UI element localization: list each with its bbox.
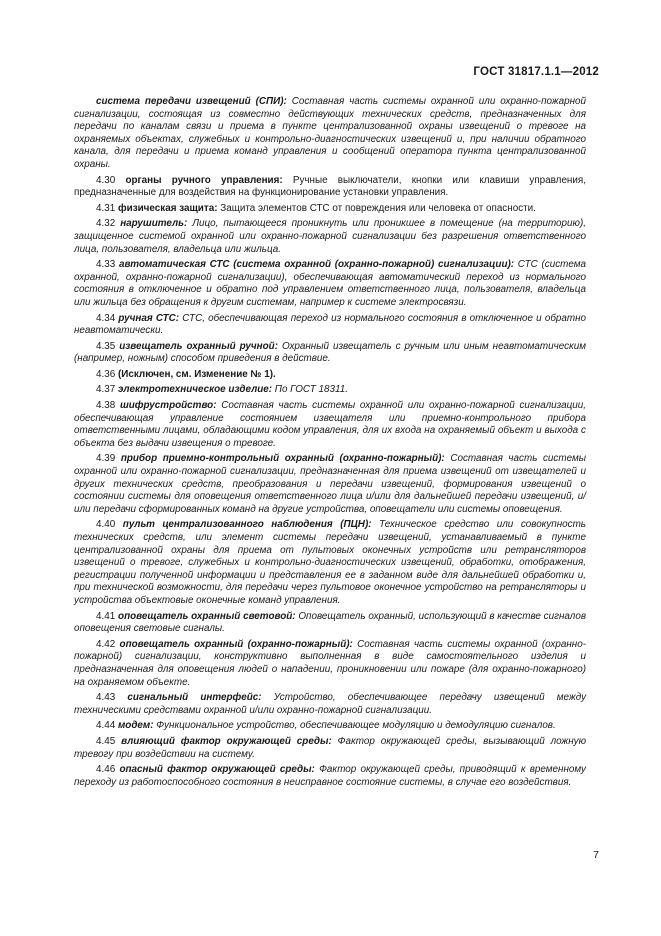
term: извещатель охранный ручной: [119, 340, 278, 352]
definition-paragraph [74, 341, 586, 366]
term: органы ручного управления: [125, 174, 283, 186]
clause-number: 4.33 [96, 259, 116, 271]
definition: Устройство, обеспечивающее передачу извещений между техническими средствами охранной и/или охранно-пожарной сигнализации. [74, 692, 587, 716]
definition-paragraph [74, 692, 586, 717]
definition: Оповещатель охранный, использующий в качестве сигналов оповещения световые сигналы. [74, 610, 587, 635]
clause-number: 4.37 [96, 384, 116, 396]
definition: Техническое средство или совокупность технических средств, или элемент системы передачи извещений, устанавливаемый в пункте централизованной охраны для приема от пультовых оконечных устройств или ретрансляторов извещений о тревоге, служебных и контрольно-диагностических извещений, обработки, отображения, регистрации полученной информации и представления ее в заданном виде для дальнейшей обработки и, при технической возможности, для передачи через пультовое оконечное устройство на ретрансляторы и устройства объектовые оконечные команд управления. [74, 519, 586, 606]
clause-number: 4.31 [96, 202, 116, 214]
term: оповещатель охранный (охранно-пожарный): [119, 638, 353, 650]
definition-paragraph [74, 720, 586, 733]
clause-number: 4.46 [96, 764, 116, 776]
page-number: 7 [593, 849, 599, 861]
definition: Функциональное устройство, обеспечивающее модуляцию и демодуляцию сигналов. [153, 720, 556, 732]
term: электротехническое изделие: [117, 384, 273, 396]
document-body [74, 96, 586, 792]
definition: Составная часть системы охранной или охранно-пожарной сигнализации, обеспечивающая управление состоянием извещателя или приемно-контрольного прибора ответственными лицами, обладающими кодом управления, для их входа на охраняемый объект и выхода с объекта без выдачи извещения о тревоге. [74, 400, 587, 449]
term: нарушитель: [120, 218, 188, 230]
definition-paragraph [74, 203, 586, 216]
definition-paragraph [74, 96, 586, 172]
definition: Составная часть системы охранной или охранно-пожарной сигнализации, состоящая из совместно действующих технических средств, предназначенных для передачи по каналам связи и приема в пункте централизованной охраны извещений о тревоге на охраняемых объектах, служебных и контрольно-диагностических извещений и, при наличии обратного канала, для передачи и приема команд управления и сообщений оператора пункта централизованной охраны. [74, 96, 587, 170]
definition-paragraph [74, 175, 586, 200]
definition: СТС (система охранной, охранно-пожарной сигнализации), обеспечивающая автоматический переход из нормального состояния в отключенное и обратно под управлением ответственного лица, пользователя, владельца или жильца без обращения к другим системам, например к системе электросвязи. [74, 259, 586, 308]
term: прибор приемно-контрольный охранный (охранно-пожарный): [120, 453, 445, 465]
clause-number: 4.41 [96, 610, 116, 622]
definition-paragraph [74, 764, 586, 789]
definition-paragraph [74, 639, 586, 689]
definition-paragraph [74, 453, 586, 516]
clause-number: 4.42 [96, 638, 116, 650]
term: сигнальный интерфейс: [127, 692, 262, 704]
definition: По ГОСТ 18311. [272, 384, 348, 396]
term: опасный фактор окружающей среды: [119, 764, 315, 776]
definition-paragraph [74, 218, 586, 256]
clause-number: 4.39 [96, 453, 116, 465]
term: влияющий фактор окружающей среды: [121, 735, 332, 747]
definition: Фактор окружающей среды, приводящий к временному переходу из работоспособного состояния в неисправное состояние системы, в случае его воздействия. [74, 764, 586, 788]
definition: Защита элементов СТС от повреждения или человека от опасности. [217, 202, 536, 214]
clause-number: 4.45 [96, 735, 116, 747]
definition: Ручные выключатели, кнопки или клавиши управления, предназначенные для воздействия на функционирование установки управления. [74, 174, 586, 199]
definition-paragraph [74, 519, 586, 607]
clause-number: 4.32 [96, 218, 116, 230]
term: шифрустройство: [119, 400, 217, 412]
definition: Составная часть системы охранной (охранно-пожарной) сигнализации, конструктивно выполненная в виде самостоятельного изделия и предназначенная для оповещения людей о нападении, проникновении или пожаре (для охранно-пожарного) на охраняемом объекте. [74, 638, 586, 688]
term: автоматическая СТС (система охранной (охранно-пожарной) сигнализации): [118, 259, 515, 271]
clause-number: 4.43 [96, 692, 116, 704]
definition-paragraph [74, 400, 586, 450]
definition-paragraph [74, 369, 586, 382]
term: (Исключен, см. Изменение № 1). [117, 368, 276, 380]
definition-paragraph [74, 736, 586, 761]
clause-number: 4.34 [96, 312, 116, 324]
definition: СТС, обеспечивающая переход из нормального состояния в отключенное и обратно неавтоматически. [74, 312, 587, 337]
clause-number: 4.44 [96, 720, 116, 732]
term: модем: [117, 720, 154, 732]
clause-number: 4.30 [96, 174, 116, 186]
clause-number: 4.38 [96, 400, 116, 412]
definition: Охранный извещатель с ручным или иным неавтоматическим (например, ножным) способом приведения в действие. [74, 340, 586, 365]
definition: Фактор окружающей среды, вызывающий ложную тревогу при воздействии на систему. [74, 735, 586, 760]
term: оповещатель охранный световой: [118, 610, 296, 622]
definition-paragraph [74, 384, 586, 397]
definition-paragraph [74, 611, 586, 636]
term: система передачи извещений (СПИ): [96, 96, 287, 107]
term: пульт централизованного наблюдения (ПЦН): [122, 519, 372, 531]
standard-designation: ГОСТ 31817.1.1—2012 [473, 66, 599, 78]
clause-number: 4.35 [96, 340, 116, 352]
definition-paragraph [74, 313, 586, 338]
definition: Составная часть системы охранной или охранно-пожарной сигнализации, предназначенная для приема извещений от извещателей и других технических средств, преобразования и передачи извещений, формирования извещений о состоянии системы для оповещения ответственного лица и/или для дальнейшей передачи извещений, и/или передачи сформированных команд на другие устройства, оповещатели или системы оповещения. [74, 453, 586, 515]
clause-number: 4.36 [96, 368, 116, 380]
definition: Лицо, пытающееся проникнуть или проникшее в помещение (на территорию), защищенное системой охранной или охранно-пожарной сигнализации без разрешения ответственного лица, пользователя, владельца или жильца. [74, 218, 586, 255]
definition-paragraph [74, 259, 586, 309]
term: физическая защита: [117, 202, 218, 214]
clause-number: 4.40 [96, 519, 116, 531]
term: ручная СТС: [118, 312, 180, 324]
